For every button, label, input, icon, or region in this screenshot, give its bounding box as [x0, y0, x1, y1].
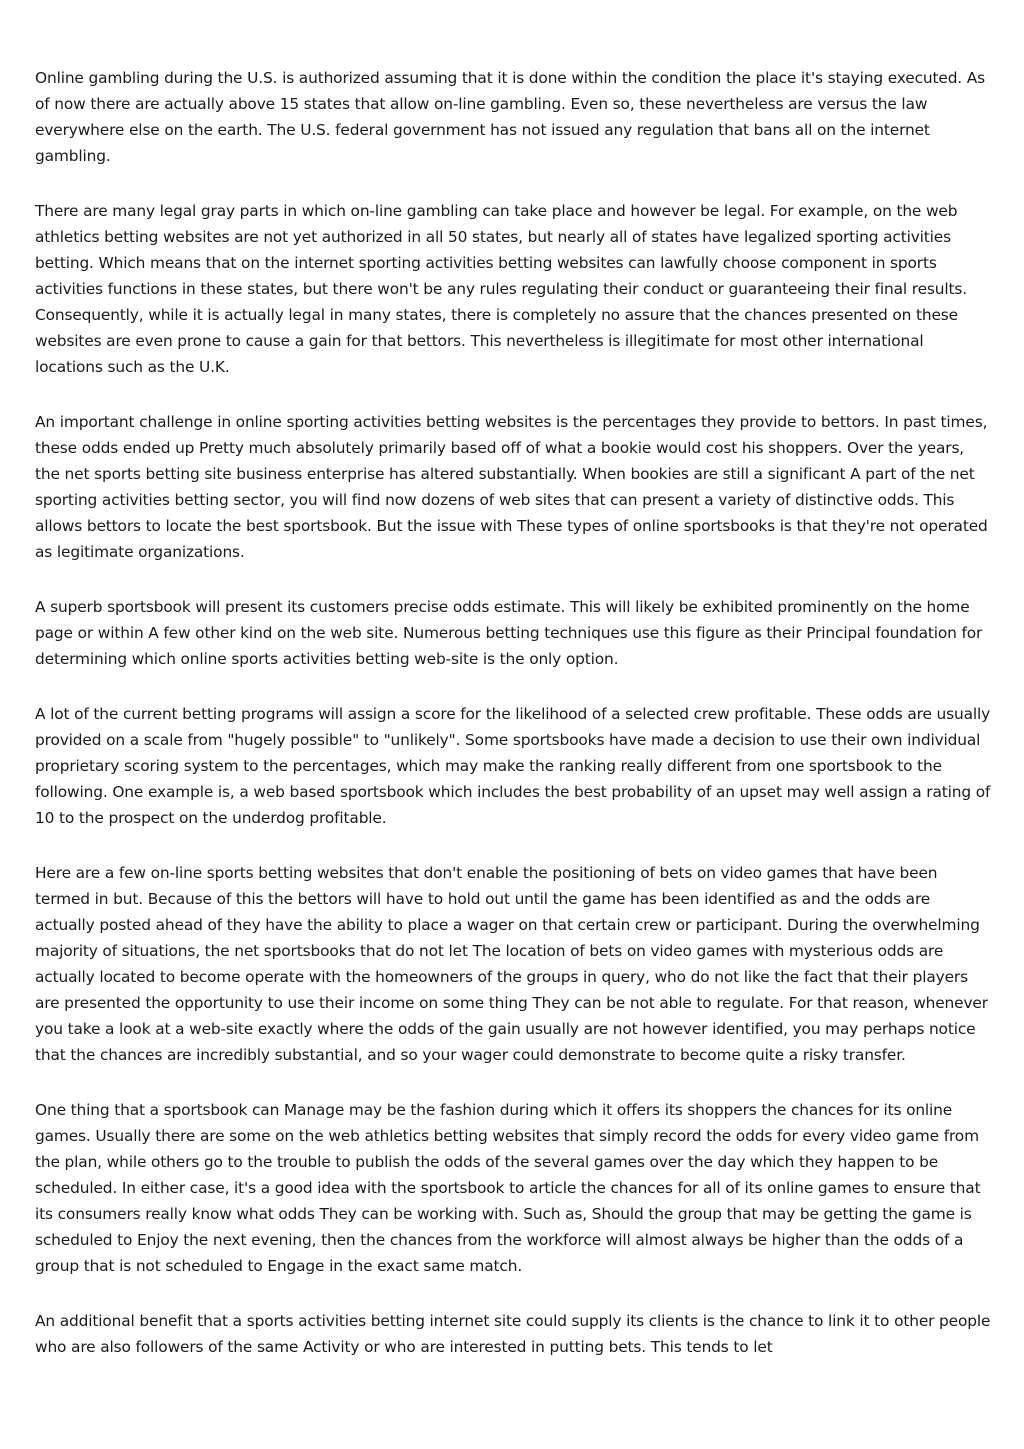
paragraph-4: A superb sportsbook will present its customers precise odds estimate. This will likely be exhibited prominently on the home page or within A few other kind on the web site. Numerous betting techniques use this figure as their Principal foundation for determining which online sports activities betting web-site is the only option.: [35, 598, 983, 668]
paragraph-8: An additional benefit that a sports activities betting internet site could supply its clients is the chance to link it to other people who are also followers of the same Activity or who are interested in putting bets. This tends to let: [35, 1312, 991, 1356]
document-body: [35, 65, 993, 1389]
paragraph-3: An important challenge in online sporting activities betting websites is the percentages they provide to bettors. In past times, these odds ended up Pretty much absolutely primarily based off of what a bookie would cost his shoppers. Over the years, the net sports betting site business enterprise has altered substantially. When bookies are still a significant A part of the net sporting activities betting sector, you will find now dozens of web sites that can present a variety of distinctive odds. This allows bettors to locate the best sportsbook. But the issue with These types of online sportsbooks is that they're not operated as legitimate organizations.: [35, 413, 988, 561]
paragraph-6: Here are a few on-line sports betting websites that don't enable the positioning of bets on video games that have been termed in but. Because of this the bettors will have to hold out until the game has been identified as and the odds are actually posted ahead of they have the ability to place a wager on that certain crew or participant. During the overwhelming majority of situations, the net sportsbooks that do not let The location of bets on video games with mysterious odds are actually located to become operate with the homeowners of the groups in query, who do not like the fact that their players are presented the opportunity to use their income on some thing They can be not able to regulate. For that reason, whenever you take a look at a web-site exactly where the odds of the gain usually are not however identified, you may perhaps notice that the chances are incredibly substantial, and so your wager could demonstrate to become quite a risky transfer.: [35, 864, 988, 1064]
paragraph-5: A lot of the current betting programs will assign a score for the likelihood of a selected crew profitable. These odds are usually provided on a scale from "hugely possible" to "unlikely". Some sportsbooks have made a decision to use their own individual proprietary scoring system to the percentages, which may make the ranking really different from one sportsbook to the following. One example is, a web based sportsbook which includes the best probability of an upset may well assign a rating of 10 to the prospect on the underdog profitable.: [35, 705, 991, 827]
paragraph-1: Online gambling during the U.S. is authorized assuming that it is done within the condition the place it's staying executed. As of now there are actually above 15 states that allow on-line gambling. Even so, these nevertheless are versus the law everywhere else on the earth. The U.S. federal government has not issued any regulation that bans all on the internet gambling.: [35, 69, 986, 165]
paragraph-7: One thing that a sportsbook can Manage may be the fashion during which it offers its shoppers the chances for its online games. Usually there are some on the web athletics betting websites that simply record the odds for every video game from the plan, while others go to the trouble to publish the odds of the several games over the day which they happen to be scheduled. In either case, it's a good idea with the sportsbook to article the chances for all of its online games to ensure that its consumers really know what odds They can be working with. Such as, Should the group that may be getting the game is scheduled to Enjoy the next evening, then the chances from the workforce will almost always be higher than the odds of a group that is not scheduled to Engage in the exact same match.: [35, 1101, 981, 1275]
paragraph-2: There are many legal gray parts in which on-line gambling can take place and however be legal. For example, on the web athletics betting websites are not yet authorized in all 50 states, but nearly all of states have legalized sporting activities betting. Which means that on the internet sporting activities betting websites can lawfully choose component in sports activities functions in these states, but there won't be any rules regulating their conduct or guaranteeing their final results. Consequently, while it is actually legal in many states, there is completely no assure that the chances presented on these websites are even prone to cause a gain for that bettors. This nevertheless is illegitimate for most other international locations such as the U.K.: [35, 202, 967, 376]
